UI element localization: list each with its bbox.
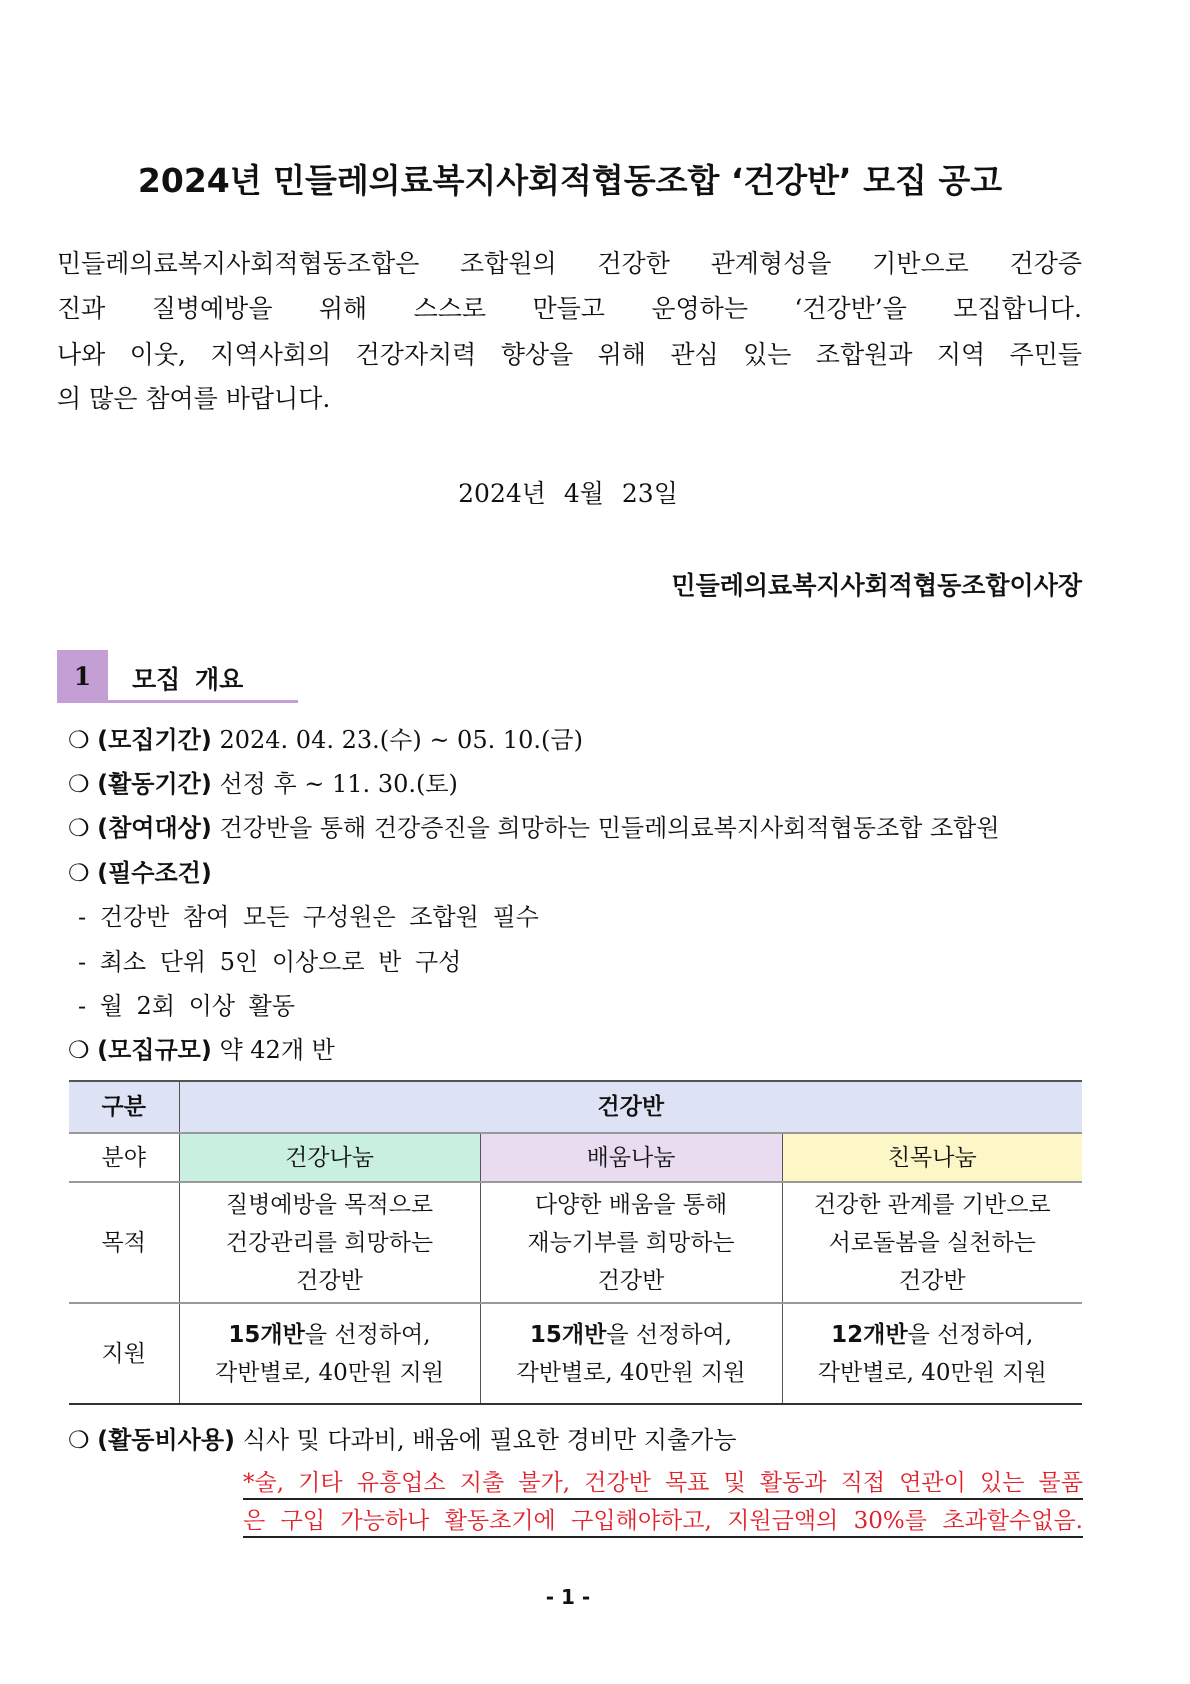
circle-bullet-icon: ❍ <box>68 726 90 754</box>
field-cell: 친목나눔 <box>782 1133 1082 1182</box>
notice-line: 은 구입 가능하나 활동초기에 구입해야하고, 지원금액의 30%를 초과할수없음. <box>243 1508 1083 1534</box>
support-cell: 12개반을 선정하여, 각반별로, 40만원 지원 <box>782 1303 1082 1404</box>
table-row-field <box>69 1133 1082 1182</box>
signer: 민들레의료복지사회적협동조합이사장 <box>671 571 1082 600</box>
bullet-recruit-period: ❍ (모집기간) 2024. 04. 23.(수) ~ 05. 10.(금) <box>68 726 583 754</box>
bullet-target: ❍ (참여대상) 건강반을 통해 건강증진을 희망하는 민들레의료복지사회적협동조합 조합원 <box>68 814 1000 842</box>
circle-bullet-icon: ❍ <box>68 1426 90 1454</box>
circle-bullet-icon: ❍ <box>68 814 90 842</box>
row-label: 지원 <box>69 1303 179 1404</box>
section-number: 1 <box>57 650 108 703</box>
support-cell: 15개반을 선정하여, 각반별로, 40만원 지원 <box>480 1303 782 1404</box>
header-health-group: 건강반 <box>179 1081 1082 1133</box>
requirement-item: - 건강반 참여 모든 구성원은 조합원 필수 <box>78 903 539 931</box>
header-category: 구분 <box>69 1081 179 1133</box>
requirement-item: - 월 2회 이상 활동 <box>78 992 295 1020</box>
bullet-expense: ❍ (활동비사용) 식사 및 다과비, 배움에 필요한 경비만 지출가능 <box>68 1426 737 1454</box>
announcement-date: 2024년 4월 23일 <box>458 479 678 508</box>
intro-line: 민들레의료복지사회적협동조합은 조합원의 건강한 관계형성을 기반으로 건강증 <box>57 249 1082 278</box>
notice-line: *술, 기타 유흥업소 지출 불가, 건강반 목표 및 활동과 직접 연관이 있는 물품 <box>243 1470 1083 1496</box>
page-number: - 1 - <box>545 1585 591 1609</box>
row-label: 분야 <box>69 1133 179 1182</box>
intro-line: 진과 질병예방을 위해 스스로 만들고 운영하는 ‘건강반’을 모집합니다. <box>57 294 1082 323</box>
intro-line: 의 많은 참여를 바랍니다. <box>57 384 331 413</box>
table-row-purpose <box>69 1182 1082 1303</box>
purpose-cell: 질병예방을 목적으로 건강관리를 희망하는 건강반 <box>179 1182 480 1303</box>
bullet-requirements: ❍ (필수조건) <box>68 859 212 887</box>
purpose-cell: 다양한 배움을 통해 재능기부를 희망하는 건강반 <box>480 1182 782 1303</box>
circle-bullet-icon: ❍ <box>68 1036 90 1064</box>
requirement-item: - 최소 단위 5인 이상으로 반 구성 <box>78 948 462 976</box>
health-group-table <box>69 1080 1082 1405</box>
purpose-cell: 건강한 관계를 기반으로 서로돌봄을 실천하는 건강반 <box>782 1182 1082 1303</box>
intro-line: 나와 이웃, 지역사회의 건강자치력 향상을 위해 관심 있는 조합원과 지역 주민들 <box>57 340 1082 369</box>
document-title: 2024년 민들레의료복지사회적협동조합 ‘건강반’ 모집 공고 <box>137 161 1003 200</box>
bullet-activity-period: ❍ (활동기간) 선정 후 ~ 11. 30.(토) <box>68 770 458 798</box>
section-title: 모집 개요 <box>132 665 244 694</box>
table-row-support <box>69 1303 1082 1404</box>
circle-bullet-icon: ❍ <box>68 770 90 798</box>
field-cell: 배움나눔 <box>480 1133 782 1182</box>
bullet-scale: ❍ (모집규모) 약 42개 반 <box>68 1036 335 1064</box>
field-cell: 건강나눔 <box>179 1133 480 1182</box>
circle-bullet-icon: ❍ <box>68 859 90 887</box>
table-header-row <box>69 1081 1082 1133</box>
section-underline <box>108 700 298 703</box>
support-cell: 15개반을 선정하여, 각반별로, 40만원 지원 <box>179 1303 480 1404</box>
row-label: 목적 <box>69 1182 179 1303</box>
